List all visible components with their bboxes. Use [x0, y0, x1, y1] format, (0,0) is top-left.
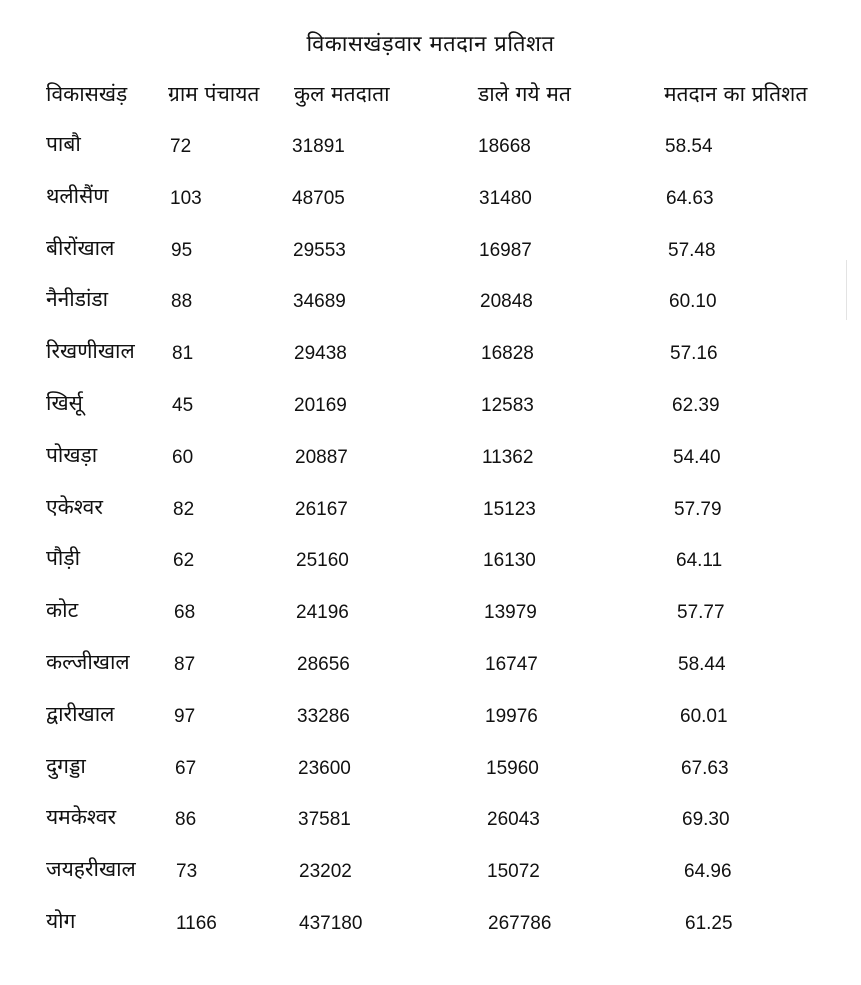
cell-turnout-percent: 62.39	[672, 395, 720, 416]
cell-votes-cast: 267786	[488, 913, 552, 934]
cell-gram-panchayat: 1166	[176, 913, 217, 934]
cell-gram-panchayat: 86	[175, 809, 197, 830]
cell-turnout-percent: 64.96	[684, 861, 732, 882]
cell-gram-panchayat: 97	[174, 706, 196, 727]
page-title: विकासखंड़वार मतदान प्रतिशत	[306, 32, 555, 57]
cell-total-voters: 29553	[293, 240, 346, 261]
cell-block: रिखणीखाल	[46, 339, 135, 363]
cell-total-voters: 28656	[297, 654, 350, 675]
cell-votes-cast: 13979	[484, 602, 537, 623]
cell-votes-cast: 15960	[486, 758, 539, 779]
cell-turnout-percent: 58.44	[678, 654, 726, 675]
cell-turnout-percent: 69.30	[682, 809, 730, 830]
cell-gram-panchayat: 67	[175, 758, 197, 779]
cell-block: पौड़ी	[46, 546, 81, 570]
cell-votes-cast: 20848	[480, 291, 533, 312]
cell-block: एकेश्वर	[46, 495, 103, 519]
cell-block: नैनीडांडा	[46, 287, 109, 311]
cell-turnout-percent: 67.63	[681, 758, 729, 779]
cell-total-voters: 24196	[296, 602, 349, 623]
cell-total-voters: 20887	[295, 447, 348, 468]
cell-votes-cast: 15123	[483, 499, 536, 520]
column-header-turnout-percent: मतदान का प्रतिशत	[664, 82, 808, 106]
cell-turnout-percent: 60.10	[669, 291, 717, 312]
cell-total-voters: 437180	[299, 913, 363, 934]
cell-block: जयहरीखाल	[46, 857, 136, 881]
cell-turnout-percent: 58.54	[665, 136, 713, 157]
cell-block: पाबौ	[46, 132, 81, 156]
cell-total-voters: 23600	[298, 758, 351, 779]
cell-votes-cast: 16747	[485, 654, 538, 675]
column-header-total-voters: कुल मतदाता	[294, 82, 390, 106]
cell-turnout-percent: 57.16	[670, 343, 718, 364]
cell-votes-cast: 31480	[479, 188, 532, 209]
cell-block: दुगड्डा	[46, 754, 86, 778]
cell-block: कल्जीखाल	[46, 650, 130, 674]
cell-votes-cast: 12583	[481, 395, 534, 416]
cell-gram-panchayat: 95	[171, 240, 193, 261]
column-header-block: विकासखंड़	[46, 82, 128, 106]
cell-block: द्वारीखाल	[46, 702, 115, 726]
cell-gram-panchayat: 81	[172, 343, 194, 364]
cell-turnout-percent: 57.77	[677, 602, 725, 623]
cell-gram-panchayat: 103	[170, 188, 202, 209]
cell-gram-panchayat: 72	[170, 136, 192, 157]
cell-turnout-percent: 60.01	[680, 706, 728, 727]
cell-gram-panchayat: 68	[174, 602, 196, 623]
cell-gram-panchayat: 45	[172, 395, 194, 416]
column-header-gram-panchayat: ग्राम पंचायत	[168, 82, 260, 106]
cell-total-voters: 29438	[294, 343, 347, 364]
cell-block: थलीसैंण	[46, 184, 109, 208]
cell-votes-cast: 26043	[487, 809, 540, 830]
cell-votes-cast: 19976	[485, 706, 538, 727]
cell-gram-panchayat: 60	[172, 447, 194, 468]
cell-gram-panchayat: 88	[171, 291, 193, 312]
cell-total-voters: 26167	[295, 499, 348, 520]
cell-total-voters: 31891	[292, 136, 345, 157]
column-header-votes-cast: डाले गये मत	[478, 82, 571, 106]
cell-total-voters: 37581	[298, 809, 351, 830]
cell-block: योग	[46, 909, 76, 933]
cell-votes-cast: 16130	[483, 550, 536, 571]
cell-block: यमकेश्वर	[46, 805, 117, 829]
cell-block: बीरोंखाल	[46, 236, 115, 260]
cell-block: पोखड़ा	[46, 443, 98, 467]
cell-votes-cast: 15072	[487, 861, 540, 882]
cell-block: कोट	[46, 598, 79, 622]
cell-turnout-percent: 57.79	[674, 499, 722, 520]
cell-total-voters: 23202	[299, 861, 352, 882]
cell-turnout-percent: 57.48	[668, 240, 716, 261]
cell-total-voters: 34689	[293, 291, 346, 312]
cell-gram-panchayat: 73	[176, 861, 198, 882]
cell-votes-cast: 18668	[478, 136, 531, 157]
scan-edge	[846, 260, 847, 320]
cell-gram-panchayat: 82	[173, 499, 195, 520]
cell-turnout-percent: 64.63	[666, 188, 714, 209]
cell-total-voters: 20169	[294, 395, 347, 416]
cell-votes-cast: 16987	[479, 240, 532, 261]
cell-total-voters: 33286	[297, 706, 350, 727]
cell-turnout-percent: 54.40	[673, 447, 721, 468]
cell-total-voters: 25160	[296, 550, 349, 571]
cell-block: खिर्सू	[46, 391, 83, 415]
cell-votes-cast: 16828	[481, 343, 534, 364]
cell-turnout-percent: 61.25	[685, 913, 733, 934]
cell-votes-cast: 11362	[482, 447, 534, 468]
cell-gram-panchayat: 87	[174, 654, 196, 675]
cell-turnout-percent: 64.11	[676, 550, 723, 571]
cell-gram-panchayat: 62	[173, 550, 195, 571]
cell-total-voters: 48705	[292, 188, 345, 209]
